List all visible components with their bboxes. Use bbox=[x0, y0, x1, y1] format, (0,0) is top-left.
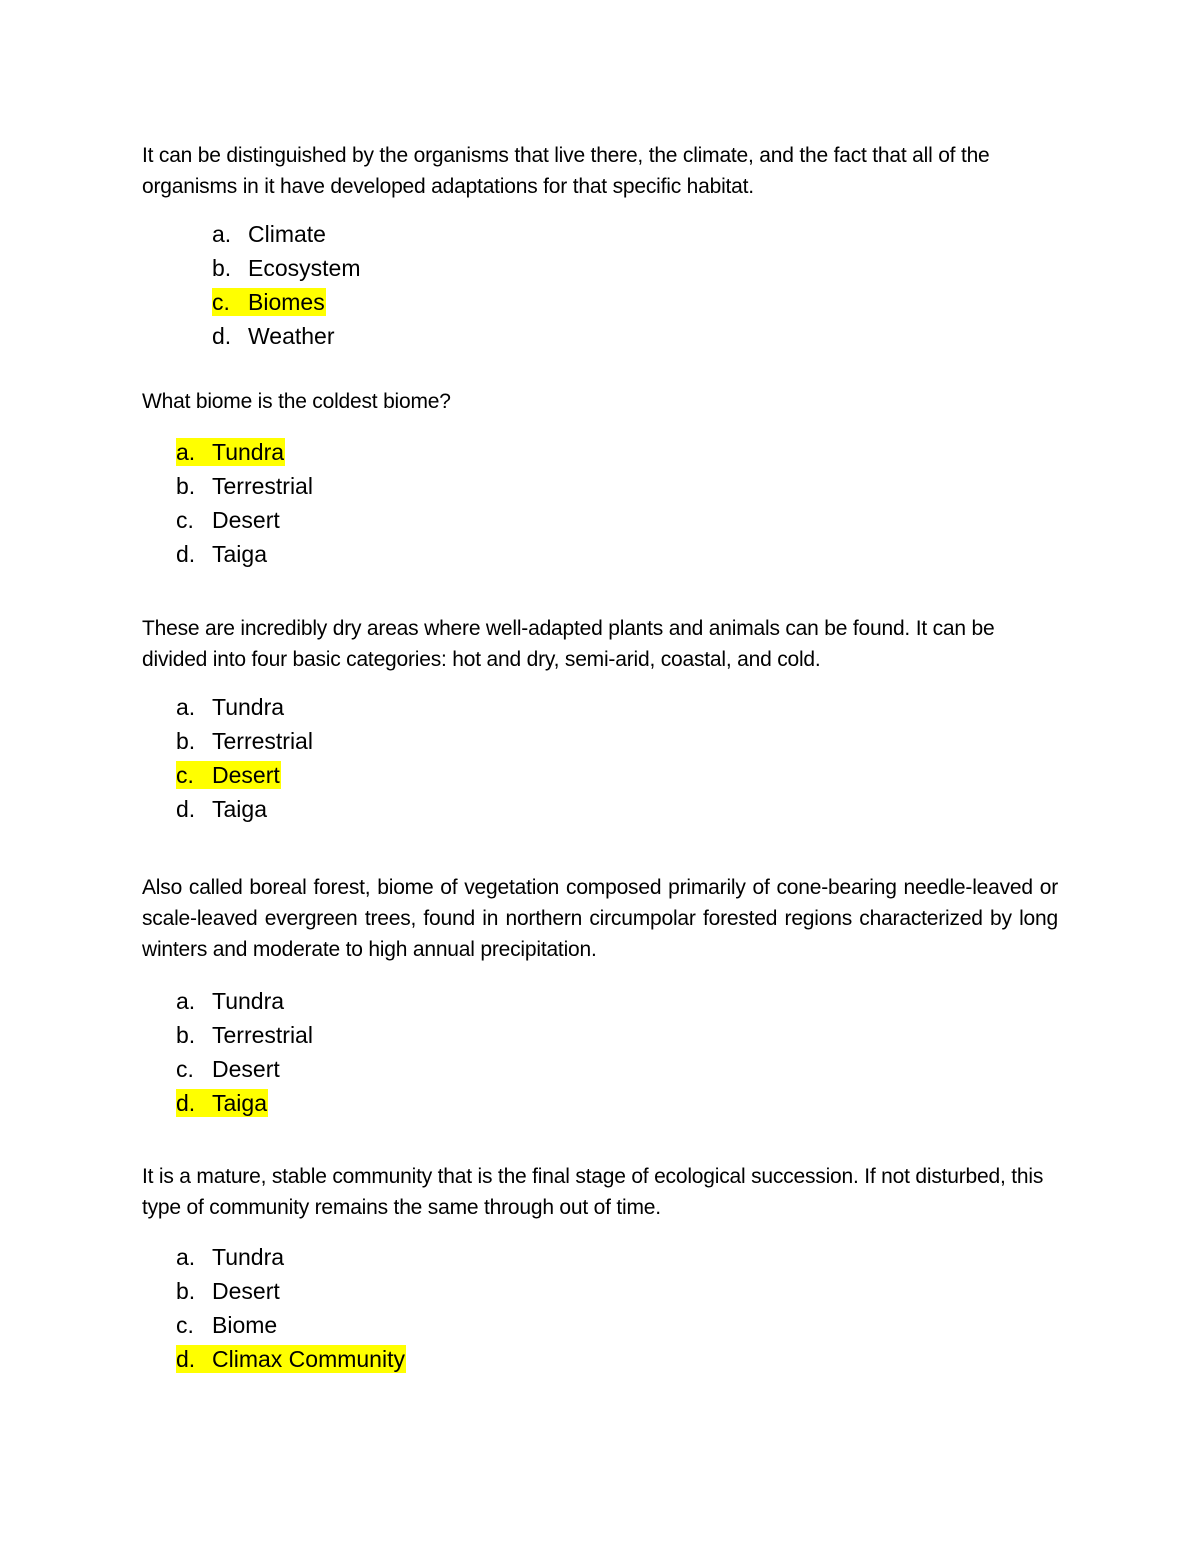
answer-option bbox=[176, 724, 1058, 758]
answer-option-correct bbox=[212, 285, 1058, 319]
question-3 bbox=[142, 613, 1058, 826]
option-label: Tundra bbox=[212, 1244, 285, 1270]
answer-option bbox=[176, 1018, 1058, 1052]
option-text bbox=[176, 1243, 285, 1271]
answer-options bbox=[176, 435, 1058, 571]
highlighted-answer bbox=[212, 288, 326, 316]
option-text bbox=[176, 795, 268, 823]
option-label: Desert bbox=[212, 507, 280, 533]
option-letter: b. bbox=[176, 1278, 196, 1304]
option-label: Terrestrial bbox=[212, 473, 313, 499]
option-label: Taiga bbox=[212, 541, 267, 567]
answer-options bbox=[176, 690, 1058, 826]
question-stem: It can be distinguished by the organisms that live there, the climate, and the fact that all of the organisms in it have developed adaptations for that specific habitat. bbox=[142, 144, 990, 198]
highlighted-answer bbox=[176, 438, 285, 466]
answer-option-correct bbox=[176, 1086, 1058, 1120]
option-letter: b. bbox=[176, 473, 196, 499]
question-stem: It is a mature, stable community that is the final stage of ecological succession. If not disturbed, this type of community remains the same through out of time. bbox=[142, 1165, 1044, 1219]
option-text bbox=[176, 1277, 281, 1305]
question-1 bbox=[142, 140, 1058, 353]
answer-option bbox=[176, 1308, 1058, 1342]
option-letter: c. bbox=[212, 289, 230, 315]
option-label: Desert bbox=[212, 1056, 280, 1082]
option-label: Biomes bbox=[248, 289, 325, 315]
highlighted-answer bbox=[176, 1089, 268, 1117]
option-label: Taiga bbox=[212, 796, 267, 822]
option-text bbox=[176, 506, 281, 534]
option-label: Climax Community bbox=[212, 1346, 405, 1372]
option-letter: d. bbox=[176, 541, 196, 567]
question-2 bbox=[142, 386, 1058, 571]
option-label: Tundra bbox=[212, 694, 285, 720]
answer-option bbox=[176, 690, 1058, 724]
answer-option-correct bbox=[176, 1342, 1058, 1376]
option-letter: c. bbox=[176, 1312, 194, 1338]
option-text bbox=[176, 472, 314, 500]
option-text bbox=[176, 1055, 281, 1083]
answer-option bbox=[176, 469, 1058, 503]
question-stem: What biome is the coldest biome? bbox=[142, 390, 451, 413]
option-label: Tundra bbox=[212, 439, 285, 465]
answer-option bbox=[212, 319, 1058, 353]
option-label: Desert bbox=[212, 762, 280, 788]
answer-options bbox=[176, 1240, 1058, 1376]
option-letter: c. bbox=[176, 507, 194, 533]
option-letter: c. bbox=[176, 762, 194, 788]
answer-option bbox=[176, 1274, 1058, 1308]
option-label: Desert bbox=[212, 1278, 280, 1304]
option-label: Weather bbox=[248, 323, 335, 349]
option-letter: a. bbox=[176, 694, 196, 720]
answer-option bbox=[176, 1052, 1058, 1086]
option-text bbox=[176, 1311, 278, 1339]
option-text bbox=[176, 727, 314, 755]
option-text bbox=[176, 540, 268, 568]
option-text bbox=[212, 322, 336, 350]
answer-option bbox=[176, 1240, 1058, 1274]
option-text bbox=[212, 220, 327, 248]
option-letter: a. bbox=[176, 1244, 196, 1270]
question-stem: These are incredibly dry areas where well-adapted plants and animals can be found. It can be divided into four basic categories: hot and dry, semi-arid, coastal, and cold. bbox=[142, 617, 995, 671]
answer-option bbox=[212, 217, 1058, 251]
option-label: Ecosystem bbox=[248, 255, 361, 281]
option-letter: d. bbox=[212, 323, 232, 349]
option-label: Biome bbox=[212, 1312, 278, 1338]
option-label: Terrestrial bbox=[212, 728, 313, 754]
option-letter: b. bbox=[212, 255, 232, 281]
answer-option bbox=[176, 503, 1058, 537]
option-letter: a. bbox=[212, 221, 232, 247]
question-4 bbox=[142, 872, 1058, 1120]
option-letter: a. bbox=[176, 439, 196, 465]
option-text bbox=[176, 987, 285, 1015]
option-label: Tundra bbox=[212, 988, 285, 1014]
option-label: Climate bbox=[248, 221, 326, 247]
option-text bbox=[212, 254, 361, 282]
answer-option bbox=[176, 984, 1058, 1018]
highlighted-answer bbox=[176, 1345, 406, 1373]
option-letter: c. bbox=[176, 1056, 194, 1082]
option-letter: a. bbox=[176, 988, 196, 1014]
answer-options bbox=[212, 217, 1058, 353]
option-letter: d. bbox=[176, 1346, 196, 1372]
option-letter: d. bbox=[176, 796, 196, 822]
answer-options bbox=[176, 984, 1058, 1120]
option-text bbox=[176, 1021, 314, 1049]
answer-option-correct bbox=[176, 758, 1058, 792]
option-letter: b. bbox=[176, 1022, 196, 1048]
option-text bbox=[176, 693, 285, 721]
answer-option bbox=[212, 251, 1058, 285]
question-stem: Also called boreal forest, biome of vegetation composed primarily of cone-bearing needle-leaved or scale-leaved evergreen trees, found in northern circumpolar forested regions characterized by long winters and moderate to high annual precipitation. bbox=[142, 876, 1058, 961]
question-5 bbox=[142, 1161, 1058, 1376]
option-letter: b. bbox=[176, 728, 196, 754]
option-letter: d. bbox=[176, 1090, 196, 1116]
answer-option bbox=[176, 792, 1058, 826]
answer-option bbox=[176, 537, 1058, 571]
answer-option-correct bbox=[176, 435, 1058, 469]
option-label: Terrestrial bbox=[212, 1022, 313, 1048]
highlighted-answer bbox=[176, 761, 281, 789]
option-label: Taiga bbox=[212, 1090, 267, 1116]
